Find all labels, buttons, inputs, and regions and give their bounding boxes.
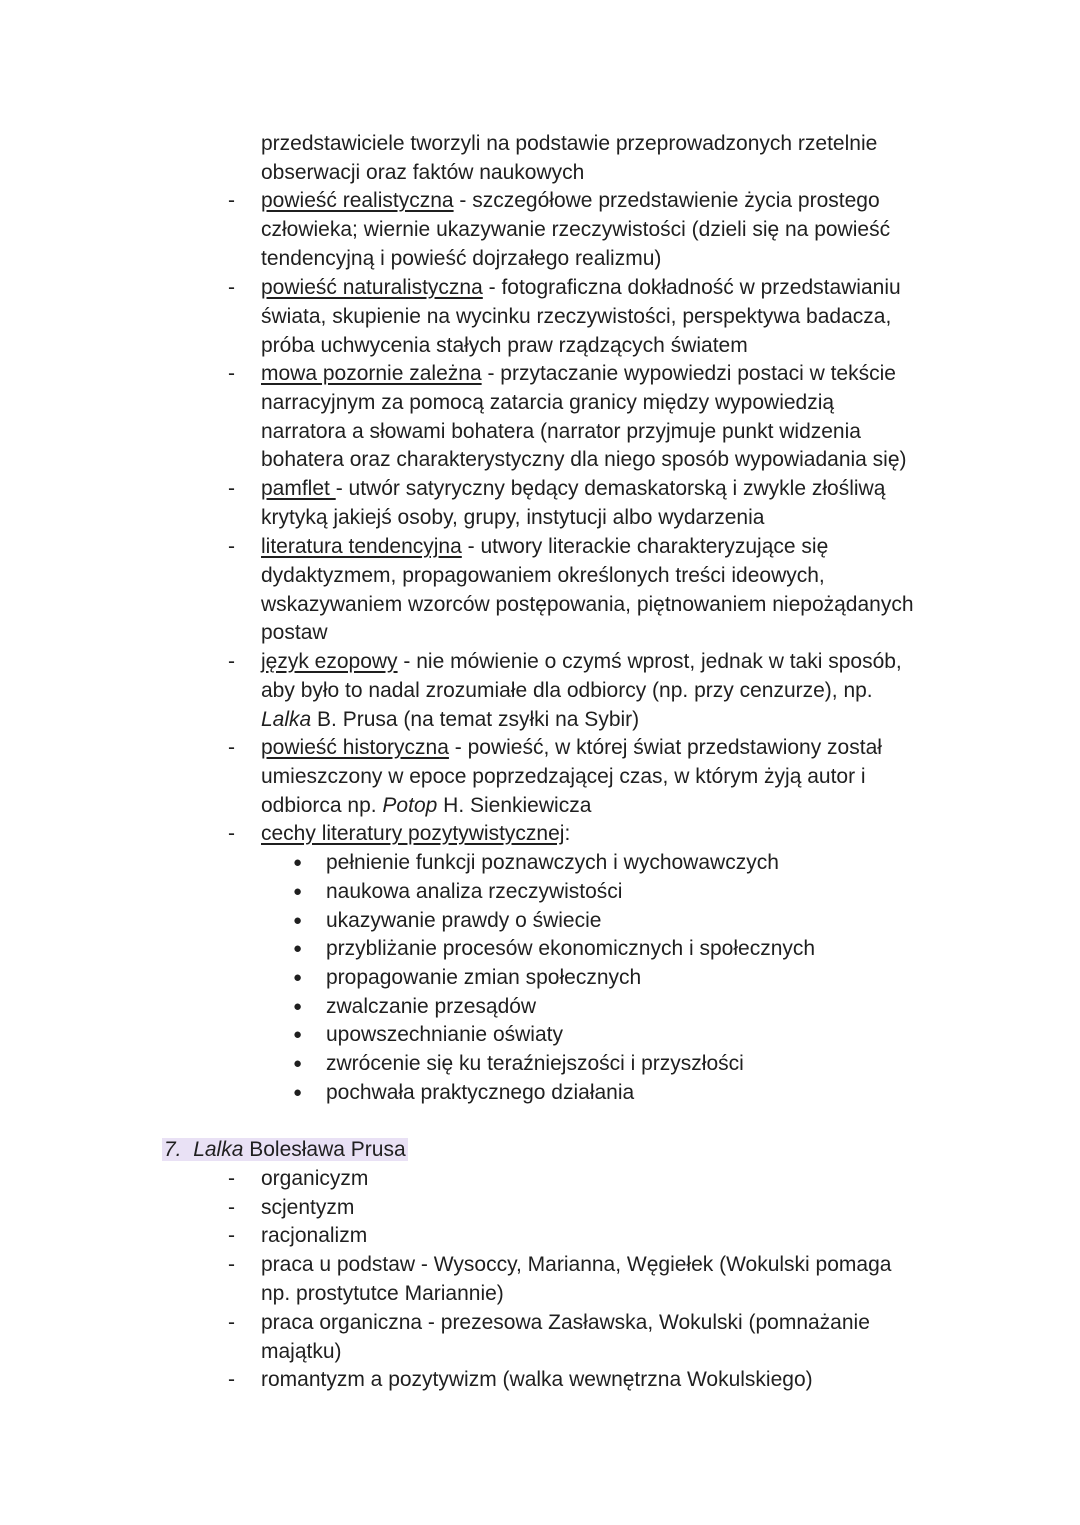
section7-text: racjonalizm [261, 1224, 368, 1247]
bullet-icon: ● [293, 998, 303, 1015]
term-name: powieść naturalistyczna [261, 276, 483, 299]
term-definition: B. Prusa (na temat zsyłki na Sybir) [311, 708, 640, 731]
term-definition: H. Sienkiewicza [437, 794, 592, 817]
section-heading [162, 1136, 408, 1165]
bullet-icon: ● [293, 883, 303, 900]
feature-text: pełnienie funkcji poznawczych i wychowawczych [326, 851, 779, 874]
term-definition: - utwory literackie charakteryzujące się [461, 535, 829, 558]
bullet-icon: ● [293, 1026, 303, 1043]
bullet-icon: ● [293, 969, 303, 986]
term-definition-line [261, 706, 639, 735]
term-definition-line: tendencyjną i powieść dojrzałego realizmu) [261, 247, 662, 270]
features-title: cechy literatury pozytywistycznej [261, 822, 565, 845]
term-definition: - utwór satyryczny będący demaskatorską i zwykle złośliwą [335, 477, 886, 500]
term-definition: - nie mówienie o czymś wprost, jednak w taki sposób, [397, 650, 902, 673]
dash-marker: - [228, 1196, 235, 1219]
term-definition-line: postaw [261, 621, 328, 644]
bullet-icon: ● [293, 940, 303, 957]
feature-text: ukazywanie prawdy o świecie [326, 909, 602, 932]
term-definition-line: narracyjnym za pomocą zatarcia granicy między wypowiedzią [261, 391, 835, 414]
bullet-icon: ● [293, 854, 303, 871]
intro-line: obserwacji oraz faktów naukowych [261, 161, 585, 184]
dash-marker: - [228, 1167, 235, 1190]
book-title: Potop [382, 794, 438, 817]
term-definition-line: dydaktyzmem, propagowaniem określonych treści ideowych, [261, 564, 825, 587]
bullet-icon: ● [293, 1084, 303, 1101]
feature-text: pochwała praktycznego działania [326, 1081, 635, 1104]
features-title-suffix: : [564, 822, 571, 845]
section7-text: organicyzm [261, 1167, 369, 1190]
dash-marker: - [228, 276, 235, 299]
term-definition-line [261, 792, 591, 821]
term-name: język ezopowy [261, 650, 398, 673]
feature-text: upowszechnianie oświaty [326, 1023, 563, 1046]
term-definition-line: bohatera oraz charakterystyczny dla niego sposób wypowiadania się) [261, 448, 907, 471]
section-title-rest: Bolesława Prusa [243, 1138, 406, 1161]
dash-marker: - [228, 477, 235, 500]
term-definition: odbiorca np. [261, 794, 383, 817]
section7-text: praca organiczna - prezesowa Zasławska, Wokulski (pomnażanie [261, 1311, 870, 1334]
term-definition-line: umieszczony w epoce poprzedzającej czas, w którym żyją autor i [261, 765, 866, 788]
term-name: literatura tendencyjna [261, 535, 462, 558]
term-name: powieść historyczna [261, 736, 449, 759]
bullet-icon: ● [293, 1055, 303, 1072]
dash-marker: - [228, 362, 235, 385]
dash-marker: - [228, 1253, 235, 1276]
term-definition: - szczegółowe przedstawienie życia prostego [453, 189, 880, 212]
feature-text: zwrócenie się ku teraźniejszości i przyszłości [326, 1052, 744, 1075]
feature-text: przybliżanie procesów ekonomicznych i społecznych [326, 937, 816, 960]
dash-marker: - [228, 650, 235, 673]
section7-text: romantyzm a pozytywizm (walka wewnętrzna Wokulskiego) [261, 1368, 813, 1391]
book-title: Lalka [261, 708, 312, 731]
term-name: mowa pozornie zależna [261, 362, 482, 385]
term-definition: - przytaczanie wypowiedzi postaci w tekście [481, 362, 896, 385]
term-definition-line: krytyką jakiejś osoby, grupy, instytucji albo wydarzenia [261, 506, 765, 529]
term-definition-line: wskazywaniem wzorców postępowania, piętnowaniem niepożądanych [261, 593, 914, 616]
term-name: pamflet [261, 477, 336, 500]
dash-marker: - [228, 1224, 235, 1247]
term-name: powieść realistyczna [261, 189, 454, 212]
feature-text: naukowa analiza rzeczywistości [326, 880, 623, 903]
term-definition-line: człowieka; wiernie ukazywanie rzeczywistości (dzieli się na powieść [261, 218, 891, 241]
section7-text: majątku) [261, 1340, 342, 1363]
dash-marker: - [228, 822, 235, 845]
book-title: Lalka [193, 1138, 244, 1161]
feature-text: zwalczanie przesądów [326, 995, 537, 1018]
dash-marker: - [228, 1368, 235, 1391]
section7-text: praca u podstaw - Wysoccy, Marianna, Węgiełek (Wokulski pomaga [261, 1253, 892, 1276]
term-definition-line: próba uchwycenia stałych praw rządzących światem [261, 334, 748, 357]
section7-text: np. prostytutce Mariannie) [261, 1282, 504, 1305]
term-definition-line: świata, skupienie na wycinku rzeczywistości, perspektywa badacza, [261, 305, 892, 328]
term-definition: - powieść, w której świat przedstawiony został [448, 736, 882, 759]
bullet-icon: ● [293, 912, 303, 929]
feature-text: propagowanie zmian społecznych [326, 966, 642, 989]
dash-marker: - [228, 736, 235, 759]
term-definition-line: aby było to nadal zrozumiałe dla odbiorcy (np. przy cenzurze), np. [261, 679, 873, 702]
dash-marker: - [228, 535, 235, 558]
section-number: 7. [164, 1138, 182, 1161]
dash-marker: - [228, 1311, 235, 1334]
intro-line: przedstawiciele tworzyli na podstawie przeprowadzonych rzetelnie [261, 132, 878, 155]
term-definition: - fotograficzna dokładność w przedstawianiu [482, 276, 901, 299]
section7-text: scjentyzm [261, 1196, 355, 1219]
term-definition-line: narratora a słowami bohatera (narrator przyjmuje punkt widzenia [261, 420, 861, 443]
dash-marker: - [228, 189, 235, 212]
